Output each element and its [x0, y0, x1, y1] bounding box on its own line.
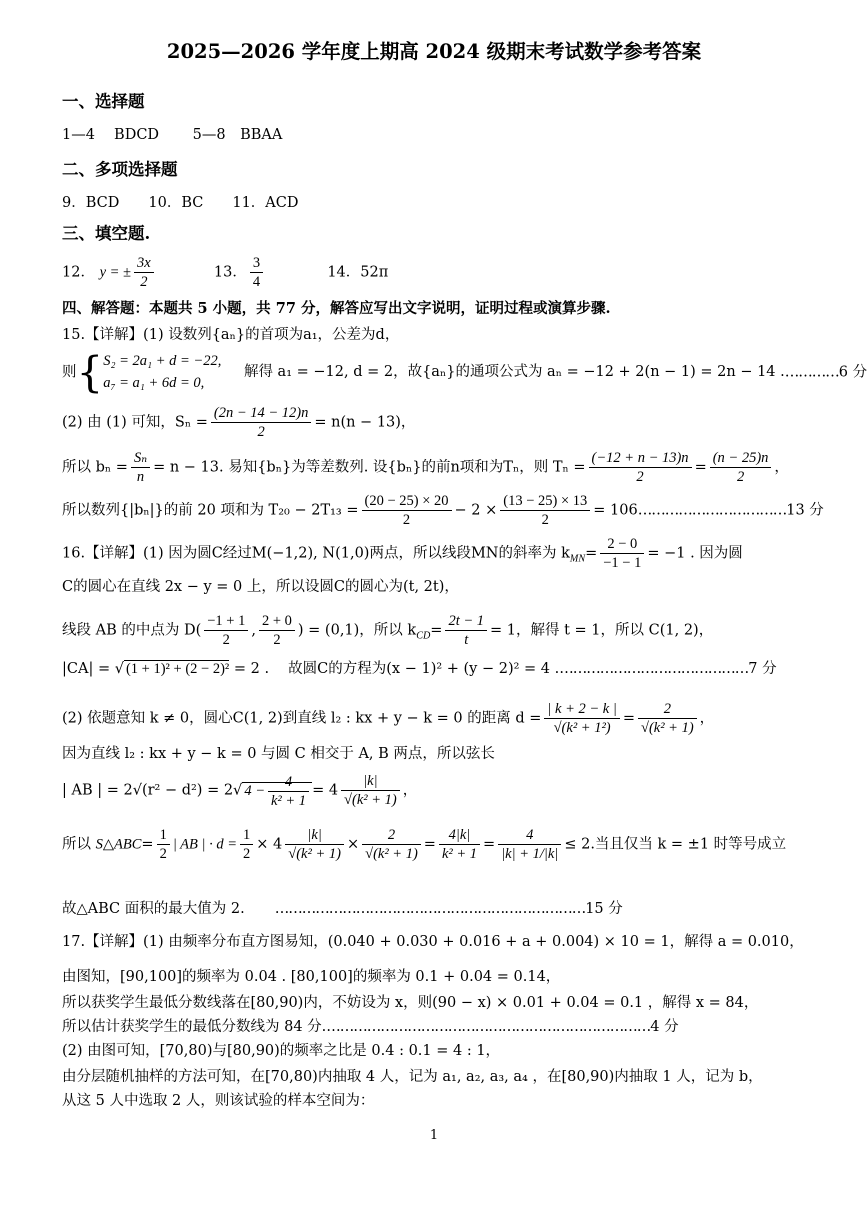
- q15-then: 则: [62, 364, 77, 381]
- section-heading-choice: 一、选择题: [62, 92, 145, 111]
- q15-line-5: [62, 492, 824, 529]
- q15-equation-system: [103, 350, 221, 395]
- q16-line-9: [62, 900, 808, 918]
- q16-midpoint-prefix: 线段 AB 的中点为 D(: [62, 622, 202, 639]
- q16-area-n4: 2: [362, 826, 421, 845]
- q16-kcd-equals: =: [430, 622, 443, 639]
- q16-area-d5: k² + 1: [441, 846, 478, 863]
- q16-radius-prefix: |CA| = √: [62, 661, 124, 677]
- q16-line-5: [62, 700, 808, 737]
- q16-line-7: [62, 772, 808, 810]
- q16-area-eq3: =: [483, 836, 496, 853]
- q17-line-2: 由图知，[90,100]的频率为 0.04 . [80,100]的频率为 0.1 + 0.04 = 0.14，: [62, 969, 561, 985]
- q16-chord-equals: = 4: [312, 782, 339, 799]
- section-heading-solutions: 四、解答题：本题共 5 小题，共 77 分，解答应写出文字说明，证明过程或演算步骤.: [62, 300, 611, 317]
- fill-blank-answers: [62, 254, 808, 291]
- q15-tn-equals: =: [694, 459, 707, 476]
- q16-area-bound: ≤ 2: [564, 836, 591, 853]
- q15-sn-prefix: (2) 由 (1) 可知，Sₙ =: [62, 414, 208, 431]
- q15-tn-fraction-1: [589, 449, 692, 486]
- q15-tn-fraction-2: [710, 449, 772, 486]
- q15-bn-prefix: 所以 bₙ =: [62, 459, 128, 476]
- q17-line-6: 由分层随机抽样的方法可知，在[70,80)内抽取 4 人，记为 a₁, a₂, a₃, a₄ ，在[80,90)内抽取 1 人，记为 b，: [62, 1069, 763, 1085]
- q16-slope-result: = −1 . 因为圆: [647, 545, 743, 562]
- q16-area-d2: 2: [243, 846, 251, 863]
- q16-midpoint-y-den: 2: [273, 632, 281, 649]
- q16-chord-radical-num: 4: [268, 773, 309, 792]
- q16-area-d4: √(k² + 1): [365, 846, 418, 863]
- q16-distance-denominator-1: √(k² + 1²): [553, 720, 611, 737]
- q15-sn-numerator: (2n − 14 − 12)n: [211, 404, 311, 423]
- section-heading-fill-blank: 三、填空题.: [62, 224, 151, 243]
- q14-answer: 14．52π: [327, 264, 389, 281]
- q15-bn-numerator: Sₙ: [131, 449, 150, 468]
- q15-bn-fraction: [131, 449, 150, 486]
- q16-area-eq1: =: [141, 836, 154, 853]
- q12-numerator: 3x: [134, 254, 154, 273]
- q15-score-1: 6 分: [838, 364, 868, 381]
- q16-distance-fraction-2: [638, 700, 697, 737]
- q16-area-frac-2: [240, 826, 253, 863]
- q16-slope-equals: =: [585, 545, 598, 562]
- q16-chord-radical-den: k² + 1: [270, 792, 307, 809]
- q16-dots-1: ……………………………………: [559, 661, 749, 677]
- q16-dots-2: ……………………………………………………………: [274, 901, 586, 917]
- q15-dots-1: …………: [784, 364, 839, 381]
- q16-chord-numerator: |k|: [341, 772, 400, 791]
- q16-chord-radical: [242, 773, 312, 809]
- q16-midpoint-y: [259, 612, 295, 649]
- q15-solution-text: 解得 a₁ = −12, d = 2，故{aₙ}的通项公式为 aₙ = −12 + 2(n − 1) = 2n − 14 .: [243, 364, 785, 381]
- q16-line-1: [62, 535, 808, 572]
- q16-area-n5: 4|k|: [439, 826, 480, 845]
- q15-tn-denominator-1: 2: [636, 469, 644, 486]
- q15-sn-fraction: [211, 404, 311, 441]
- q17-line-7: 从这 5 人中选取 2 人，则该试验的样本空间为：: [62, 1093, 375, 1109]
- q16-area-frac-4: [362, 826, 421, 863]
- q15-line-2: [62, 347, 868, 397]
- q12-denominator: 2: [140, 274, 148, 291]
- q15-sum-denominator-1: 2: [402, 512, 411, 529]
- q16-area-prefix: 所以: [62, 836, 91, 853]
- q16-distance-numerator-2: 2: [638, 700, 697, 719]
- q15-tn-end: ，: [774, 459, 789, 476]
- q15-sum-minus: − 2 ×: [454, 502, 498, 519]
- q15-sum-fraction-2: [500, 492, 590, 529]
- q15-tn-numerator-1: (−12 + n − 13)n: [589, 449, 692, 468]
- q16-area-equality-condition: .当且仅当 k = ±1 时等号成立: [590, 836, 787, 853]
- q16-midpoint-comma: ,: [251, 622, 256, 639]
- q17-line-3: 所以获奖学生最低分数线落在[80,90)内，不妨设为 x，则(90 − x) × 0.01 + 0.04 = 0.1 ，解得 x = 84，: [62, 995, 759, 1011]
- q15-line-3: [62, 404, 808, 441]
- q15-tn-text: = n − 13. 易知{bₙ}为等差数列. 设{bₙ}的前n项和为Tₙ，则 Tₙ =: [153, 459, 586, 476]
- choice-answers: 1—4 BDCD 5—8 BBAA: [62, 127, 283, 143]
- q13-label: 13．: [213, 264, 247, 281]
- q16-area-ab: | AB | · d =: [172, 836, 238, 853]
- q16-kcd-denominator: t: [464, 632, 469, 649]
- q15-score-2: 13 分: [786, 502, 824, 519]
- q16-center-result: = 1，解得 t = 1，所以 C(1, 2)，: [490, 622, 714, 639]
- q16-midpoint-x-den: 2: [222, 632, 230, 649]
- q15-dots-2: ……………………………: [637, 502, 787, 519]
- q15-sn-denominator: 2: [257, 424, 265, 441]
- q16-area-frac-5: [439, 826, 480, 863]
- q15-eq2: a₇ = a₁ + 6d = 0,: [103, 375, 205, 392]
- q15-sum-result: = 106: [593, 502, 638, 519]
- q16-radius-radicand: (1 + 1)² + (2 − 2)²: [125, 661, 230, 677]
- q16-area-frac-1: [157, 826, 170, 863]
- q16-area-x4: × 4: [256, 836, 283, 853]
- q16-chord-radical-prefix: 4 −: [244, 782, 265, 799]
- q16-distance-equals: =: [622, 710, 635, 727]
- q16-line-2: C的圆心在直线 2x − y = 0 上，所以设圆C的圆心为(t, 2t)，: [62, 579, 459, 595]
- q16-chord-radical-fraction: [268, 773, 309, 810]
- q17-dots-1: ………………………………………………………………: [326, 1019, 651, 1035]
- q16-midpoint-x-num: −1 + 1: [204, 612, 248, 631]
- q16-slope-denominator: −1 − 1: [603, 555, 642, 572]
- q15-sum-fraction-1: [362, 492, 452, 529]
- q12-label: 12．: [62, 264, 95, 281]
- q12-fraction: [134, 254, 154, 291]
- q16-conclusion: 故△ABC 面积的最大值为 2.: [62, 901, 245, 917]
- multiple-choice-answers: 9．BCD 10．BC 11．ACD: [62, 195, 299, 211]
- q16-chord-prefix: | AB | = 2√(r² − d²) = 2√: [62, 782, 243, 799]
- system-brace: {: [76, 347, 104, 397]
- q16-slope-text: 16.【详解】(1) 因为圆C经过M(−1,2), N(1,0)两点，所以线段MN的斜率为 k: [62, 545, 570, 562]
- q13-numerator: 3: [250, 254, 263, 273]
- q16-distance-prefix: (2) 依题意知 k ≠ 0，圆心C(1, 2)到直线 l₂ : kx + y − k = 0 的距离 d =: [62, 710, 542, 727]
- q17-score-1: 4 分: [650, 1019, 679, 1035]
- q16-midpoint-x: [204, 612, 248, 649]
- q15-tn-numerator-2: (n − 25)n: [710, 449, 772, 468]
- q16-circle-equation: = 2 . 故圆C的方程为(x − 1)² + (y − 2)² = 4 .: [233, 661, 560, 677]
- q15-line-4: [62, 449, 808, 486]
- q16-distance-end: ，: [699, 710, 715, 727]
- q16-kcd-numerator: 2t − 1: [445, 612, 487, 631]
- q15-sum-prefix: 所以数列{|bₙ|}的前 20 项和为 T₂₀ − 2T₁₃ =: [62, 502, 359, 519]
- q15-line-1: 15.【详解】(1) 设数列{aₙ}的首项为a₁，公差为d，: [62, 327, 400, 343]
- page-number: 1: [429, 1128, 439, 1143]
- q16-area-d6: |k| + 1/|k|: [501, 846, 559, 863]
- q16-score-2: 15 分: [585, 901, 623, 917]
- q16-distance-fraction-1: [544, 700, 619, 737]
- q16-slope-fraction: [600, 535, 644, 572]
- q15-bn-denominator: n: [136, 469, 145, 486]
- q15-sum-denominator-2: 2: [541, 512, 549, 529]
- q16-slope-numerator: 2 − 0: [600, 535, 644, 554]
- q13-fraction: [250, 254, 263, 291]
- q15-eq1: S₂ = 2a₁ + d = −22,: [103, 353, 222, 369]
- section-heading-multiple-choice: 二、多项选择题: [62, 160, 178, 179]
- q16-area-d3: √(k² + 1): [288, 846, 341, 863]
- q16-kcd-subscript: CD: [416, 630, 431, 642]
- q16-area-frac-6: [498, 826, 561, 863]
- q16-area-n6: 4: [498, 826, 561, 845]
- q15-sn-result: = n(n − 13)，: [314, 414, 416, 431]
- q16-area-n3: |k|: [285, 826, 344, 845]
- q16-line-4: [62, 660, 808, 678]
- q16-area-frac-3: [285, 826, 344, 863]
- q16-line-8: [62, 826, 808, 863]
- q16-chord-denominator: √(k² + 1): [344, 792, 397, 809]
- q16-area-eq2: =: [423, 836, 436, 853]
- q17-min-score: 所以估计获奖学生的最低分数线为 84 分.: [62, 1019, 327, 1035]
- q16-line-6: 因为直线 l₂ : kx + y − k = 0 与圆 C 相交于 A, B 两点，所以弦长: [62, 746, 495, 762]
- q12-prefix: y = ±: [99, 264, 131, 281]
- q16-midpoint-y-num: 2 + 0: [259, 612, 295, 631]
- q16-kcd-fraction: [445, 612, 487, 649]
- q16-slope-subscript: MN: [569, 553, 586, 565]
- q17-line-4: [62, 1018, 808, 1036]
- q17-line-1: 17.【详解】(1) 由频率分布直方图易知，(0.040 + 0.030 + 0.016 + a + 0.004) × 10 = 1，解得 a = 0.010，: [62, 934, 804, 950]
- q16-area-n1: 1: [157, 826, 170, 845]
- q16-area-n2: 1: [240, 826, 253, 845]
- q16-chord-end: ，: [402, 782, 418, 799]
- q15-sum-numerator-2: (13 − 25) × 13: [500, 492, 590, 511]
- q13-denominator: 4: [252, 274, 261, 291]
- q17-line-5: (2) 由图可知，[70,80)与[80,90)的频率之比是 0.4 : 0.1 = 4 : 1，: [62, 1043, 501, 1059]
- document-title: 2025—2026 学年度上期高 2024 级期末考试数学参考答案: [166, 40, 702, 63]
- q16-chord-fraction: [341, 772, 400, 809]
- q15-sum-numerator-1: (20 − 25) × 20: [362, 492, 452, 511]
- q16-area-d1: 2: [159, 846, 167, 863]
- q16-area-x: ×: [346, 836, 360, 853]
- q16-line-3: [62, 612, 808, 649]
- q16-kcd-text: ) = (0,1)，所以 k: [297, 622, 417, 639]
- q16-distance-denominator-2: √(k² + 1): [640, 720, 694, 737]
- q16-area-symbol: S△ABC: [95, 836, 142, 853]
- q15-tn-denominator-2: 2: [736, 469, 745, 486]
- q16-score-1: 7 分: [748, 661, 777, 677]
- q16-distance-numerator-1: | k + 2 − k |: [544, 700, 619, 719]
